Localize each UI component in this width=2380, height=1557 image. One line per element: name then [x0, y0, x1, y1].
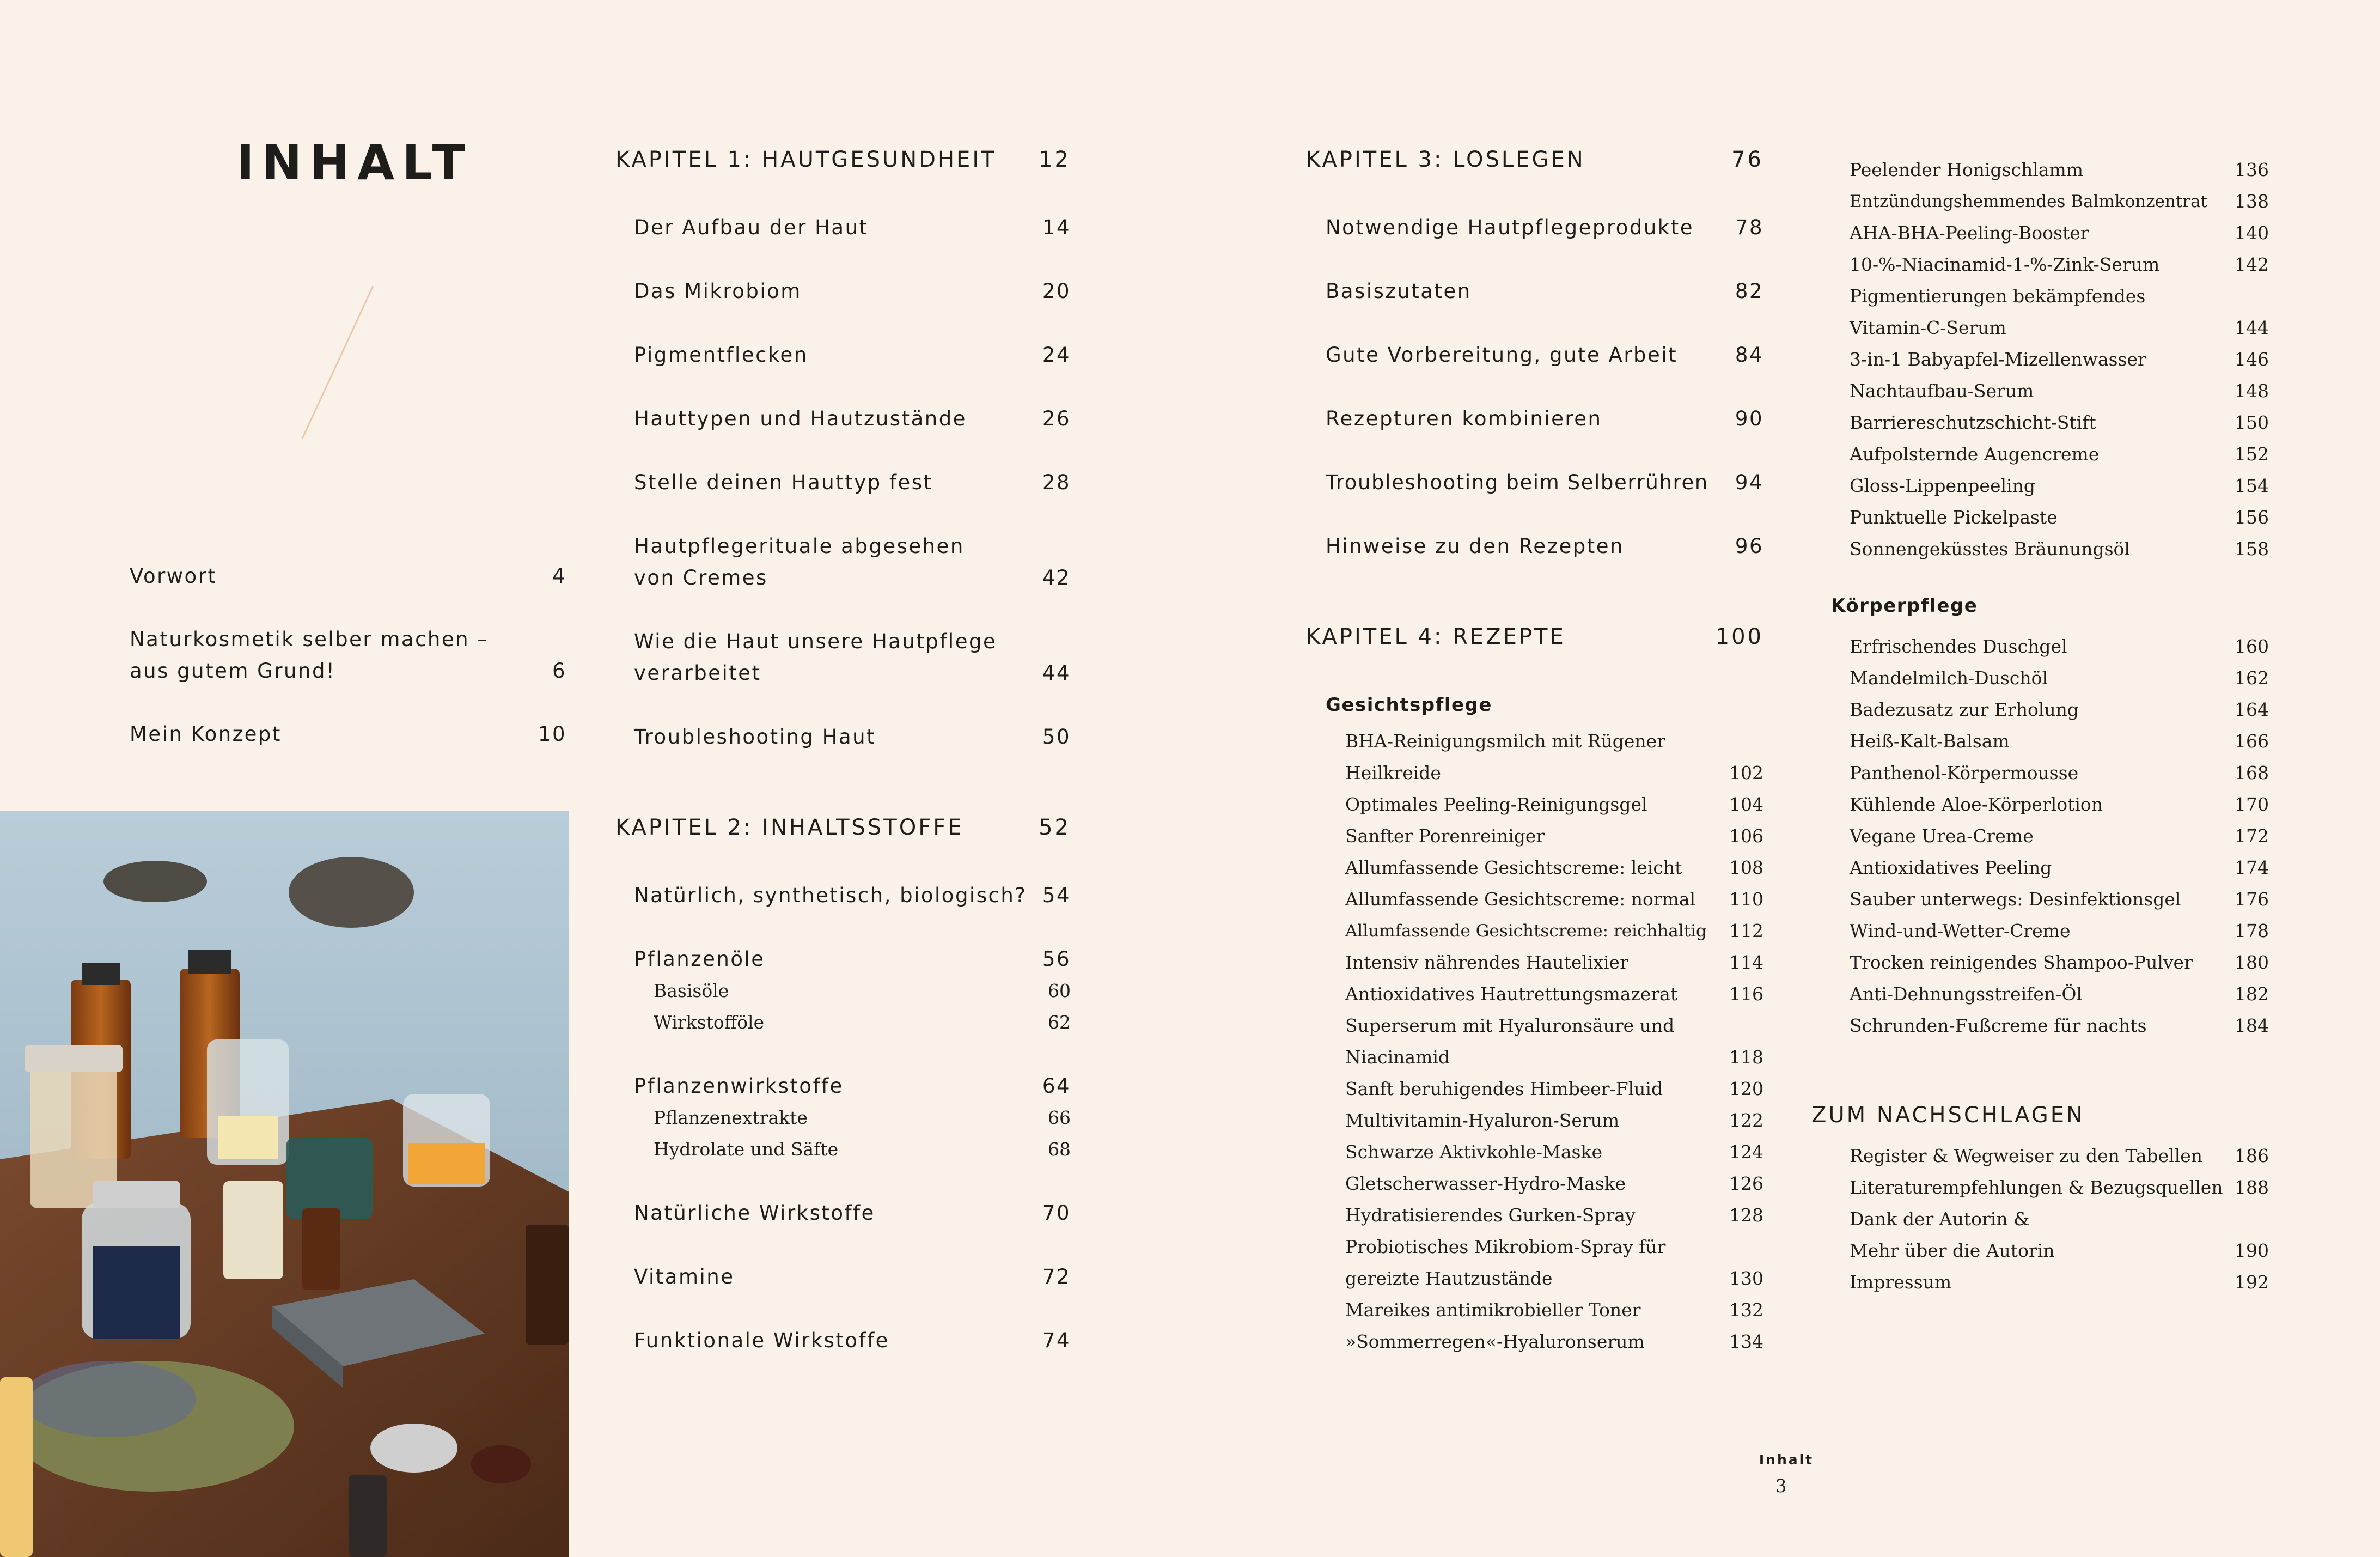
toc-page: 14	[1042, 216, 1071, 239]
section-title: Gesichtspflege	[1326, 694, 1492, 716]
toc-label: Multivitamin-Hyaluron-Serum	[1345, 1110, 1620, 1131]
toc-page: 162	[2235, 667, 2269, 689]
gesichtspflege-cont-list	[1850, 154, 2269, 559]
toc-label: Sauber unterwegs: Desinfektionsgel	[1850, 889, 2181, 910]
chapter-3-4-column	[1306, 144, 1763, 1364]
toc-page: 172	[2235, 825, 2269, 847]
toc-page: 28	[1042, 471, 1071, 494]
toc-label: Impressum	[1850, 1272, 1952, 1293]
toc-page: 132	[1729, 1299, 1763, 1321]
toc-page: 104	[1729, 794, 1763, 815]
toc-page: 184	[2235, 1015, 2269, 1036]
toc-label: Gloss-Lippenpeeling	[1850, 475, 2035, 496]
toc-page: 108	[1729, 857, 1763, 878]
toc-label: Das Mikrobiom	[634, 279, 802, 303]
toc-page: 192	[2235, 1272, 2269, 1293]
toc-page: 94	[1735, 471, 1763, 494]
toc-page: 90	[1735, 407, 1763, 430]
toc-label: Antioxidatives Peeling	[1850, 857, 2052, 878]
toc-page: 96	[1735, 534, 1763, 558]
toc-label: Literaturempfehlungen & Bezugsquellen	[1850, 1177, 2223, 1198]
chapter-title: KAPITEL 4: REZEPTE	[1306, 624, 1566, 649]
toc-label: Notwendige Hautpflegeprodukte	[1326, 216, 1694, 239]
toc-page: 62	[1048, 1012, 1071, 1033]
toc-label: Pflanzenextrakte	[654, 1107, 808, 1128]
toc-page: 106	[1729, 825, 1763, 847]
toc-page: 190	[2235, 1240, 2269, 1261]
toc-label: Basiszutaten	[1326, 279, 1472, 303]
toc-page: 114	[1729, 952, 1763, 973]
toc-page: 66	[1048, 1107, 1071, 1128]
toc-page: 10	[538, 722, 566, 746]
toc-page: 110	[1729, 889, 1763, 910]
nachschlagen-list	[1850, 1140, 2269, 1304]
toc-label: 10-%-Niacinamid-1-%-Zink-Serum	[1850, 254, 2160, 275]
toc-page: 118	[1729, 1047, 1763, 1068]
toc-label: Der Aufbau der Haut	[634, 216, 869, 239]
toc-page: 64	[1042, 1074, 1071, 1098]
toc-page: 156	[2235, 507, 2269, 528]
toc-label: Hydrolate und Säfte	[654, 1139, 839, 1160]
toc-label: Sanft beruhigendes Himbeer-Fluid	[1345, 1078, 1663, 1099]
toc-page: 180	[2235, 952, 2269, 973]
toc-page: 174	[2235, 857, 2269, 878]
running-footer-label: Inhalt	[1759, 1452, 1814, 1468]
chapter-title: KAPITEL 1: HAUTGESUNDHEIT	[615, 147, 997, 172]
toc-page: 186	[2235, 1145, 2269, 1166]
toc-label-line2: von Cremes	[634, 566, 768, 589]
toc-page: 68	[1048, 1139, 1071, 1160]
toc-page: 138	[2235, 191, 2269, 212]
toc-page: 128	[1729, 1205, 1763, 1226]
toc-label: Anti-Dehnungsstreifen-Öl	[1850, 983, 2082, 1005]
toc-page: 126	[1729, 1173, 1763, 1194]
toc-page: 188	[2235, 1177, 2269, 1198]
toc-label: 3-in-1 Babyapfel-Mizellenwasser	[1850, 349, 2146, 370]
toc-label: Pflanzenöle	[634, 947, 765, 971]
toc-label: Sonnengeküsstes Bräunungsöl	[1850, 538, 2130, 559]
toc-label: Hauttypen und Hautzustände	[634, 407, 967, 430]
toc-page: 70	[1042, 1201, 1071, 1225]
toc-label: Naturkosmetik selber machen –	[130, 628, 489, 651]
toc-label: Heiß-Kalt-Balsam	[1850, 731, 2010, 752]
toc-page: 6	[552, 659, 566, 683]
toc-label: AHA-BHA-Peeling-Booster	[1850, 222, 2089, 244]
toc-page: 168	[2235, 762, 2269, 783]
toc-page: 134	[1729, 1331, 1763, 1352]
toc-label: Basisöle	[654, 980, 729, 1001]
intro-list	[130, 561, 566, 757]
toc-label-line2: gereizte Hautzustände	[1345, 1268, 1553, 1289]
toc-label: Pflanzenwirkstoffe	[634, 1074, 844, 1098]
toc-page: 142	[2235, 254, 2269, 275]
toc-page: 144	[2235, 317, 2269, 338]
toc-page: 158	[2235, 538, 2269, 559]
page-title: INHALT	[236, 135, 473, 191]
toc-page: 50	[1042, 725, 1071, 749]
toc-page: 72	[1042, 1265, 1071, 1288]
toc-label: Troubleshooting beim Selberrühren	[1326, 471, 1708, 494]
toc-label: Troubleshooting Haut	[634, 725, 876, 749]
toc-label: Entzündungshemmendes Balmkonzentrat	[1850, 192, 2208, 211]
toc-label: Erfrischendes Duschgel	[1850, 636, 2067, 657]
toc-label: Hydratisierendes Gurken-Spray	[1345, 1205, 1636, 1226]
toc-page: 24	[1042, 343, 1071, 367]
toc-label: Sanfter Porenreiniger	[1345, 825, 1545, 847]
toc-page: 136	[2235, 159, 2269, 180]
decorative-line	[300, 283, 376, 441]
recipes-continued-column	[1808, 154, 2269, 1320]
cosmetics-photo	[0, 811, 569, 1557]
toc-label: Natürliche Wirkstoffe	[634, 1201, 875, 1225]
toc-page: 84	[1735, 343, 1763, 367]
koerperpflege-list	[1850, 631, 2269, 1045]
toc-label: Trocken reinigendes Shampoo-Pulver	[1850, 952, 2193, 973]
toc-label: Vorwort	[130, 564, 217, 588]
toc-page: 112	[1729, 920, 1763, 941]
cosmetics-photo-illustration	[0, 811, 569, 1557]
toc-page: 102	[1729, 762, 1763, 783]
toc-label: Intensiv nährendes Hautelixier	[1345, 952, 1628, 973]
toc-page: 60	[1048, 980, 1071, 1001]
toc-label: Gletscherwasser-Hydro-Maske	[1345, 1173, 1626, 1194]
chapter-heading-nachschlagen[interactable]: ZUM NACHSCHLAGEN	[1811, 1103, 2085, 1128]
chapter-1-2-column	[615, 144, 1071, 1364]
section-heading-koerperpflege: Körperpflege	[1831, 595, 1978, 617]
toc-label: Peelender Honigschlamm	[1850, 159, 2084, 180]
toc-label: Dank der Autorin &	[1850, 1208, 2030, 1230]
toc-label: Allumfassende Gesichtscreme: normal	[1345, 889, 1696, 910]
toc-label-line2: Niacinamid	[1345, 1047, 1450, 1068]
toc-label: Vitamine	[634, 1265, 735, 1288]
toc-label: Antioxidatives Hautrettungsmazerat	[1345, 983, 1678, 1005]
toc-page: 54	[1042, 884, 1071, 907]
toc-label: Wie die Haut unsere Hautpflege	[634, 630, 997, 653]
toc-label: Superserum mit Hyaluronsäure und	[1345, 1015, 1675, 1036]
toc-label-line2: Heilkreide	[1345, 762, 1441, 783]
toc-page: 164	[2235, 699, 2269, 720]
toc-label: Badezusatz zur Erholung	[1850, 699, 2079, 720]
page-number: 3	[1775, 1475, 1787, 1497]
toc-label: Vegane Urea-Creme	[1850, 825, 2034, 847]
toc-label: Wirkstofföle	[654, 1012, 765, 1033]
toc-page: 150	[2235, 412, 2269, 433]
chapter-title: KAPITEL 3: LOSLEGEN	[1306, 147, 1585, 172]
chapter-page: 100	[1715, 624, 1763, 649]
toc-label: Mareikes antimikrobieller Toner	[1345, 1299, 1641, 1321]
toc-label: Punktuelle Pickelpaste	[1850, 507, 2058, 528]
toc-page: 26	[1042, 407, 1071, 430]
toc-label: Schwarze Aktivkohle-Maske	[1345, 1141, 1603, 1163]
gesichtspflege-list	[1345, 726, 1763, 1358]
toc-page: 140	[2235, 222, 2269, 244]
toc-label: Gute Vorbereitung, gute Arbeit	[1326, 343, 1678, 367]
toc-label-line2: Vitamin-C-Serum	[1850, 317, 2006, 338]
toc-page: 4	[552, 564, 566, 588]
chapter-title: KAPITEL 2: INHALTSSTOFFE	[615, 815, 964, 840]
toc-label-line2: aus gutem Grund!	[130, 659, 336, 683]
toc-label: Allumfassende Gesichtscreme: reichhaltig	[1345, 921, 1707, 941]
toc-label: Pigmentflecken	[634, 343, 808, 367]
toc-page: 116	[1729, 983, 1763, 1005]
toc-label: Funktionale Wirkstoffe	[634, 1329, 889, 1352]
toc-page: 178	[2235, 920, 2269, 941]
toc-label: »Sommerregen«-Hyaluronserum	[1345, 1331, 1645, 1352]
toc-page: 154	[2235, 475, 2269, 496]
toc-label: Aufpolsternde Augencreme	[1850, 443, 2100, 465]
toc-page: 176	[2235, 889, 2269, 910]
toc-label: Nachtaufbau-Serum	[1850, 380, 2034, 402]
toc-label: Allumfassende Gesichtscreme: leicht	[1345, 857, 1682, 878]
toc-page: 130	[1729, 1268, 1763, 1289]
toc-label: Kühlende Aloe-Körperlotion	[1850, 794, 2103, 815]
toc-page: 74	[1042, 1329, 1071, 1352]
toc-page: 120	[1729, 1078, 1763, 1099]
toc-page: 152	[2235, 443, 2269, 465]
toc-label: Probiotisches Mikrobiom-Spray für	[1345, 1236, 1666, 1257]
toc-page: 124	[1729, 1141, 1763, 1163]
toc-label: Barriereschutzschicht-Stift	[1850, 412, 2096, 433]
toc-page: 78	[1735, 216, 1763, 239]
chapter-page: 76	[1731, 147, 1763, 172]
toc-label: Pigmentierungen bekämpfendes	[1850, 285, 2146, 307]
toc-label: Hautpflegerituale abgesehen	[634, 534, 965, 558]
toc-page: 146	[2235, 349, 2269, 370]
toc-page: 170	[2235, 794, 2269, 815]
toc-label: Schrunden-Fußcreme für nachts	[1850, 1015, 2147, 1036]
toc-label: Rezepturen kombinieren	[1326, 407, 1602, 430]
toc-label: Optimales Peeling-Reinigungsgel	[1345, 794, 1647, 815]
toc-label: BHA-Reinigungsmilch mit Rügener	[1345, 731, 1665, 752]
toc-page: 42	[1042, 566, 1071, 589]
toc-label: Hinweise zu den Rezepten	[1326, 534, 1624, 558]
toc-label: Mandelmilch-Duschöl	[1850, 667, 2048, 689]
toc-page: 148	[2235, 380, 2269, 402]
toc-label: Natürlich, synthetisch, biologisch?	[634, 884, 1027, 907]
toc-label: Register & Wegweiser zu den Tabellen	[1850, 1145, 2203, 1166]
toc-label: Mein Konzept	[130, 722, 282, 746]
chapter-page: 12	[1039, 147, 1071, 172]
toc-label: Stelle deinen Hauttyp fest	[634, 471, 933, 494]
toc-page: 160	[2235, 636, 2269, 657]
toc-page: 20	[1042, 279, 1071, 303]
toc-page: 82	[1735, 279, 1763, 303]
chapter-page: 52	[1039, 815, 1071, 840]
toc-page: 44	[1042, 661, 1071, 685]
toc-label: Panthenol-Körpermousse	[1850, 762, 2079, 783]
toc-page: 166	[2235, 731, 2269, 752]
toc-label: Wind-und-Wetter-Creme	[1850, 920, 2071, 941]
toc-page: 56	[1042, 947, 1071, 971]
toc-label-line2: Mehr über die Autorin	[1850, 1240, 2055, 1261]
toc-page: 182	[2235, 983, 2269, 1005]
toc-page: 122	[1729, 1110, 1763, 1131]
toc-label-line2: verarbeitet	[634, 661, 761, 685]
